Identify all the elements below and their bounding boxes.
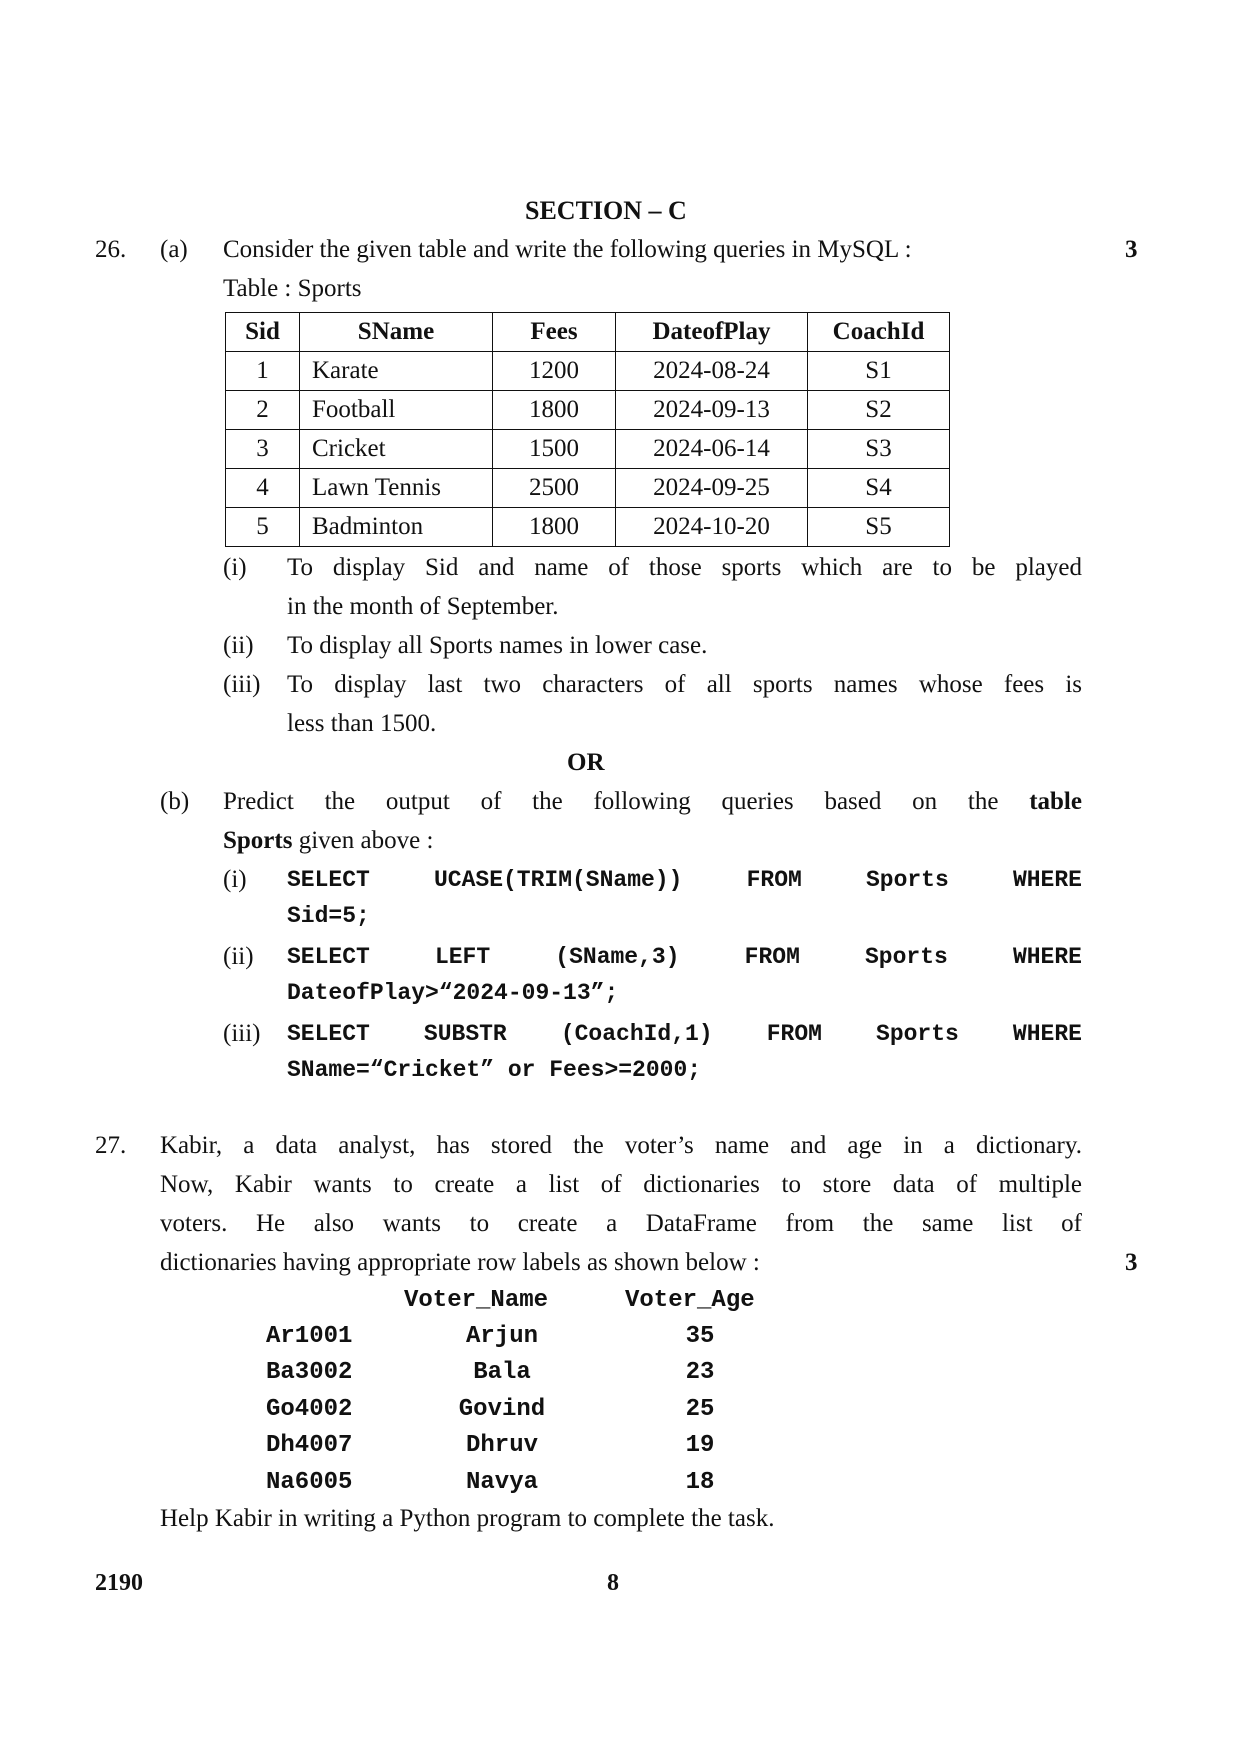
item-a-i-label: (i)	[223, 554, 247, 581]
question-26b-line2-rest: given above :	[292, 827, 434, 854]
table-header-row	[226, 313, 950, 352]
item-b-iii-query-line1: SELECT SUBSTR (CoachId,1) FROM Sports WHERE	[287, 1021, 1082, 1047]
cell-sid: 5	[226, 508, 300, 547]
table-name-emphasis: Sports	[223, 827, 293, 854]
item-b-i-label: (i)	[223, 866, 247, 893]
question-27-line3: voters. He also wants to create a DataFrame from the same list of	[160, 1210, 1082, 1237]
question-27-line2: Now, Kabir wants to create a list of dictionaries to store data of multiple	[160, 1171, 1082, 1198]
df-column-name: Voter_Name	[404, 1287, 549, 1314]
cell-coachid: S2	[808, 391, 950, 430]
item-a-iii-line1: To display last two characters of all sports names whose fees is	[287, 671, 1082, 698]
question-27-marks: 3	[1125, 1249, 1138, 1276]
cell-fees: 1200	[493, 352, 616, 391]
question-26-number: 26.	[95, 236, 127, 263]
cell-dateofplay: 2024-09-25	[616, 469, 808, 508]
cell-coachid: S4	[808, 469, 950, 508]
item-a-iii-label: (iii)	[223, 671, 261, 698]
cell-sname: Lawn Tennis	[300, 469, 493, 508]
cell-coachid: S3	[808, 430, 950, 469]
df-row-index: Dh4007	[266, 1432, 353, 1459]
cell-fees: 1500	[493, 430, 616, 469]
df-row-age: 23	[685, 1359, 715, 1386]
item-a-i-line1: To display Sid and name of those sports which are to be played	[287, 554, 1082, 581]
df-row-name: Arjun	[465, 1323, 538, 1350]
df-row-age: 25	[685, 1396, 715, 1423]
cell-sname: Cricket	[300, 430, 493, 469]
question-26b-label: (b)	[160, 788, 190, 815]
sports-table	[225, 312, 950, 547]
df-row-name: Bala	[473, 1359, 531, 1386]
table-caption: Table : Sports	[223, 275, 362, 302]
table-row	[226, 430, 950, 469]
question-27-line1: Kabir, a data analyst, has stored the voter’s name and age in a dictionary.	[160, 1132, 1082, 1159]
df-row-name: Govind	[458, 1396, 546, 1423]
cell-fees: 1800	[493, 508, 616, 547]
df-row-age: 35	[685, 1323, 715, 1350]
header-dateofplay: DateofPlay	[616, 313, 808, 352]
table-row	[226, 508, 950, 547]
question-26b-line1: Predict the output of the following queries based on the table	[223, 788, 1082, 815]
df-row-index: Ar1001	[266, 1323, 353, 1350]
df-column-age: Voter_Age	[625, 1287, 755, 1314]
section-title: SECTION – C	[525, 196, 687, 225]
df-row-name: Navya	[465, 1469, 538, 1496]
item-a-i-line2: in the month of September.	[287, 593, 559, 620]
cell-coachid: S5	[808, 508, 950, 547]
item-a-ii-line1: To display all Sports names in lower case.	[287, 632, 708, 659]
df-row-age: 18	[685, 1469, 715, 1496]
cell-sid: 3	[226, 430, 300, 469]
header-fees: Fees	[493, 313, 616, 352]
question-27-closing: Help Kabir in writing a Python program to complete the task.	[160, 1505, 775, 1532]
question-26a-text: Consider the given table and write the following queries in MySQL :	[223, 236, 912, 263]
cell-fees: 1800	[493, 391, 616, 430]
question-26a-label: (a)	[160, 236, 188, 263]
df-row-index: Go4002	[266, 1396, 353, 1423]
cell-sname: Badminton	[300, 508, 493, 547]
df-row-name: Dhruv	[465, 1432, 538, 1459]
paper-code: 2190	[95, 1570, 143, 1596]
table-row	[226, 469, 950, 508]
df-row-index: Ba3002	[266, 1359, 353, 1386]
cell-fees: 2500	[493, 469, 616, 508]
cell-sid: 2	[226, 391, 300, 430]
cell-sid: 1	[226, 352, 300, 391]
item-b-ii-label: (ii)	[223, 943, 254, 970]
item-b-ii-query-line1: SELECT LEFT (SName,3) FROM Sports WHERE	[287, 944, 1082, 970]
question-26-marks: 3	[1125, 236, 1138, 263]
question-26b-line2	[223, 827, 433, 855]
item-a-iii-line2: less than 1500.	[287, 710, 437, 737]
header-coachid: CoachId	[808, 313, 950, 352]
cell-dateofplay: 2024-10-20	[616, 508, 808, 547]
or-divider: OR	[567, 749, 605, 776]
cell-sname: Karate	[300, 352, 493, 391]
df-row-age: 19	[685, 1432, 715, 1459]
item-b-i-query-line2: Sid=5;	[287, 903, 370, 929]
cell-sid: 4	[226, 469, 300, 508]
header-sname: SName	[300, 313, 493, 352]
question-27-line4: dictionaries having appropriate row labels as shown below :	[160, 1249, 760, 1276]
table-row	[226, 352, 950, 391]
item-b-ii-query-line2: DateofPlay>“2024-09-13”;	[287, 980, 619, 1006]
cell-dateofplay: 2024-06-14	[616, 430, 808, 469]
item-b-iii-label: (iii)	[223, 1020, 261, 1047]
item-b-i-query-line1: SELECT UCASE(TRIM(SName)) FROM Sports WHERE	[287, 867, 1082, 893]
cell-dateofplay: 2024-08-24	[616, 352, 808, 391]
table-row	[226, 391, 950, 430]
header-sid: Sid	[226, 313, 300, 352]
page-number: 8	[607, 1570, 619, 1596]
question-27-number: 27.	[95, 1132, 127, 1159]
item-a-ii-label: (ii)	[223, 632, 254, 659]
df-row-index: Na6005	[266, 1469, 353, 1496]
item-b-iii-query-line2: SName=“Cricket” or Fees>=2000;	[287, 1057, 702, 1083]
cell-sname: Football	[300, 391, 493, 430]
cell-coachid: S1	[808, 352, 950, 391]
cell-dateofplay: 2024-09-13	[616, 391, 808, 430]
